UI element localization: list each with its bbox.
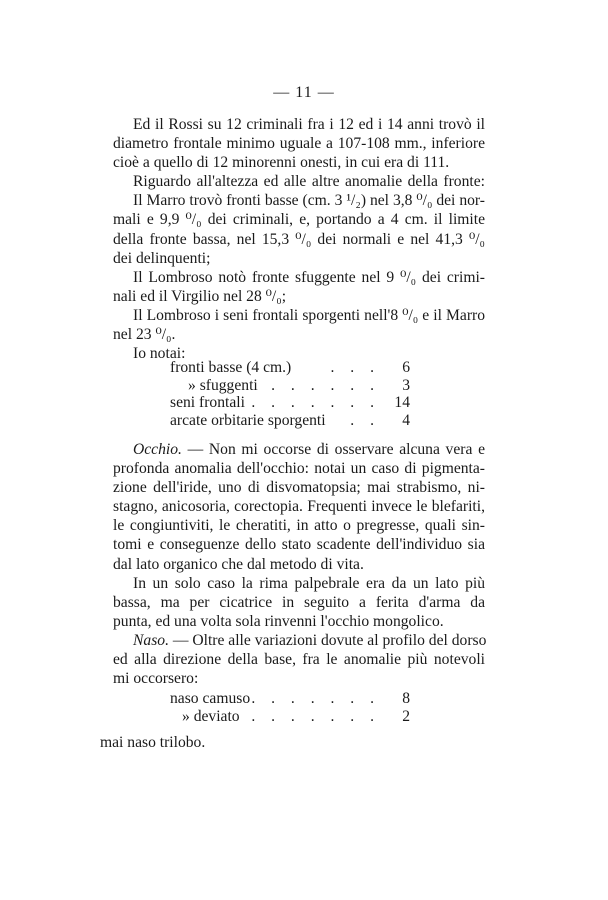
forehead-anomaly-table (170, 359, 410, 429)
text-line: ed alla direzione della base, fra le anomalie più notevoli (113, 651, 485, 669)
table-row (170, 377, 410, 395)
row-label: » sfuggenti (188, 376, 258, 394)
leader-dots: . . . . . . . (251, 690, 380, 707)
text-line: le congiuntiviti, le cheratiti, in atto o pregresse, quali sin- (113, 517, 485, 535)
text-block-eye-nose (113, 440, 485, 688)
table-row (170, 394, 410, 412)
text-line: Io notai: (133, 345, 186, 363)
text-line: nali ed il Virgilio nel 28 ⁰/₀; (113, 287, 287, 305)
text-line: cioè a quello di 12 minorenni onesti, in cui era di 111. (113, 154, 450, 172)
text-line: In un solo caso la rima palpebrale era da un lato più (133, 574, 485, 592)
text-line: mi occorsero: (113, 670, 199, 688)
text-line: zione dell'iride, uno di disvomatopsia; mai strabismo, ni- (113, 479, 485, 497)
row-label: seni frontali (170, 394, 245, 411)
text-line: profonda anomalia dell'occhio: notai un caso di pigmenta- (113, 460, 485, 478)
text-line: della fronte bassa, nel 15,3 ⁰/₀ dei normali e nel 41,3 ⁰/₀ (113, 230, 485, 248)
table-row (170, 690, 410, 708)
text-line: Occhio. — Non mi occorse di osservare alcuna vera e (133, 441, 485, 458)
row-value: 14 (394, 394, 410, 411)
text-line: Il Lombroso i seni frontali sporgenti nell'8 ⁰/₀ e il Marro (133, 306, 485, 324)
text-line: mali e 9,9 ⁰/₀ dei criminali, e, portando a 4 cm. il limite (113, 211, 485, 229)
text-block-forehead (113, 115, 485, 363)
text-line: stagno, anicosoria, corectopia. Frequenti invece le blefariti, (113, 498, 485, 516)
row-value: 3 (402, 376, 410, 394)
text-line: bassa, ma per cicatrice in seguito a ferita d'arma da (113, 593, 485, 611)
text-line: nel 23 ⁰/₀. (113, 326, 176, 344)
text-line: tomi e conseguenze dello stato scadente dell'individuo sia (113, 536, 485, 554)
closing-line: mai naso trilobo. (100, 734, 206, 751)
nose-anomaly-table (170, 690, 410, 725)
leader-dots: . . . (330, 359, 380, 376)
text-line: dei delinquenti; (113, 249, 211, 267)
row-value: 4 (402, 411, 410, 429)
text-line: Naso. — Oltre alle variazioni dovute al profilo del dorso (133, 631, 487, 649)
row-label: naso camuso (170, 690, 251, 707)
row-value: 8 (402, 690, 410, 707)
row-label: » deviato (182, 707, 240, 725)
leader-dots: . . . . . . . (251, 394, 380, 411)
text-line: Riguardo all'altezza ed alle altre anomalie della fronte: (133, 173, 485, 191)
table-row (170, 359, 410, 377)
text-line: Ed il Rossi su 12 criminali fra i 12 ed i 14 anni trovò il (133, 116, 485, 133)
row-label: arcate orbitarie sporgenti (170, 411, 326, 429)
text-line: diametro frontale minimo uguale a 107-108 mm., inferiore (113, 135, 485, 153)
text-line: Il Marro trovò fronti basse (cm. 3 ¹/₂) nel 3,8 ⁰/₀ dei nor- (133, 192, 485, 210)
text-line: dal lato organico che dal metodo di vita. (113, 555, 364, 573)
row-value: 2 (402, 707, 410, 725)
leader-dots: . . . . . . . (251, 707, 380, 725)
row-label: fronti basse (4 cm.) (170, 359, 292, 376)
row-value: 6 (402, 359, 410, 376)
text-line: Il Lombroso notò fronte sfuggente nel 9 ⁰/₀ dei crimi- (133, 268, 485, 286)
table-row (170, 412, 410, 430)
leader-dots: . . . . . . (271, 376, 380, 394)
text-line: punta, ed una volta sola rinvenni l'occhio mongolico. (113, 612, 444, 630)
leader-dots: . . (350, 411, 380, 429)
table-row (170, 708, 410, 726)
page-number: — 11 — (273, 84, 335, 101)
